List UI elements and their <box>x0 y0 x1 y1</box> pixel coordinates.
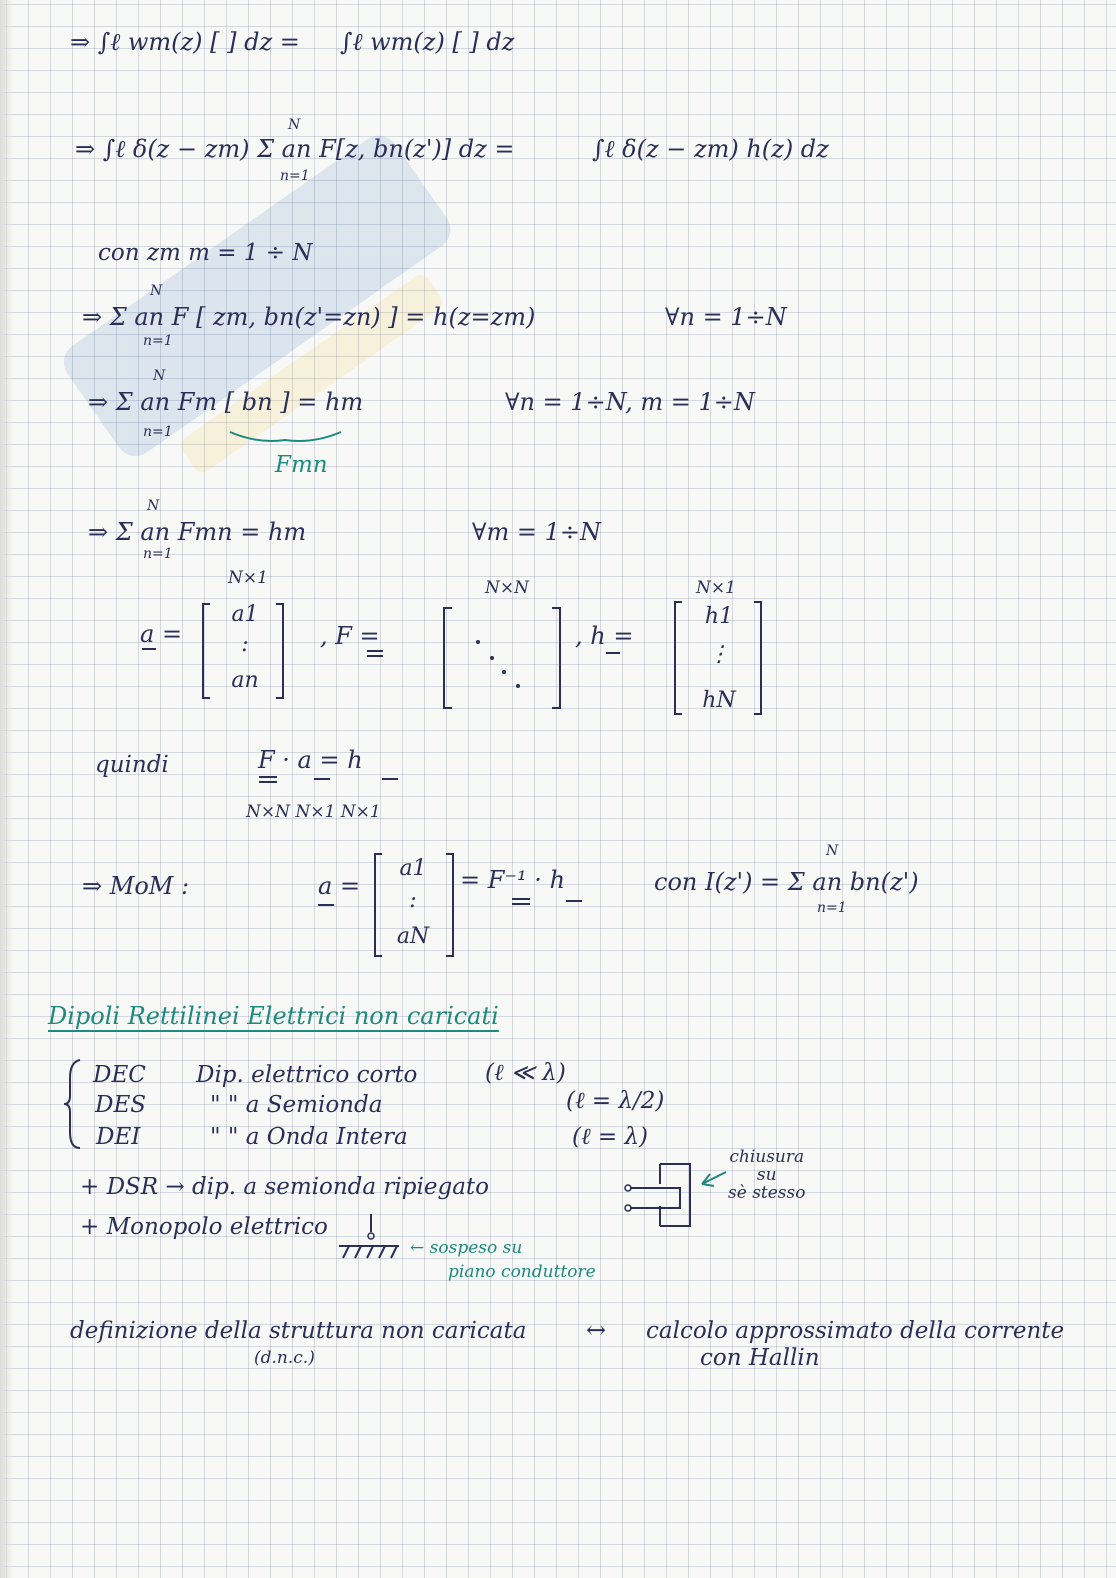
a-cell-2: : <box>241 632 249 657</box>
h-cell-1: h1 <box>704 604 734 629</box>
dipole-code-2: DES <box>95 1092 146 1118</box>
piano-note: piano conduttore <box>448 1262 596 1282</box>
dipole-desc-1: Dip. elettrico corto <box>196 1062 418 1088</box>
dipole-list-brace <box>62 1058 86 1150</box>
definition-right-2: con Hallin <box>700 1345 820 1371</box>
sum-upper-limit-6: N <box>147 498 160 514</box>
page-edge-shadow <box>0 0 14 1578</box>
sum-lower-limit: n=1 <box>280 168 310 184</box>
mom-current-expression: con I(z') = Σ an bn(z') <box>654 868 919 896</box>
equation-line-5-left: ⇒ Σ an Fm [ bn ] = hm <box>88 388 364 416</box>
F-matrix-brackets <box>440 606 570 714</box>
a-underline-2 <box>314 778 330 780</box>
sum-lower-limit-6: n=1 <box>143 546 173 562</box>
F-matrix-label: , F = <box>320 622 380 650</box>
mom-a-underline <box>318 904 334 906</box>
chiusura-arrow <box>696 1168 730 1190</box>
underbrace-label: Fmn <box>275 452 328 478</box>
h-cell-2: ⋮ <box>708 642 730 667</box>
h-dimension: N×1 <box>696 578 736 598</box>
sum-lower-limit-5: n=1 <box>143 424 173 440</box>
a-dimension: N×1 <box>228 568 268 588</box>
underbrace <box>228 428 343 448</box>
dipole-cond-1: (ℓ ≪ λ) <box>485 1060 566 1086</box>
a-underline <box>142 648 156 650</box>
quindi-equation: F · a = h <box>258 746 363 774</box>
mom-h-underline <box>566 900 582 902</box>
a-cell-3: an <box>231 668 259 693</box>
section-heading: Dipoli Rettilinei Elettrici non caricati <box>48 1002 499 1030</box>
quindi-dimensions: N×N N×1 N×1 <box>246 802 381 822</box>
dipole-desc-2: " " a Semionda <box>210 1092 383 1118</box>
equation-line-1-left: ⇒ ∫ℓ wm(z) [ ] dz = <box>70 28 300 56</box>
mom-cell-2: : <box>409 888 417 913</box>
dsr-line: + DSR → dip. a semionda ripiegato <box>80 1174 489 1200</box>
definition-left: definizione della struttura non caricata <box>70 1318 527 1344</box>
mom-rhs: = F⁻¹ · h <box>460 866 566 894</box>
a-cell-1: a1 <box>231 602 259 627</box>
equation-line-6-right: ∀m = 1÷N <box>472 518 601 546</box>
condition-line: con zm m = 1 ÷ N <box>98 240 313 266</box>
equation-line-2-right: ∫ℓ δ(z − zm) h(z) dz <box>592 135 829 163</box>
equation-line-6-left: ⇒ Σ an Fmn = hm <box>88 518 307 546</box>
dipole-desc-3: " " a Onda Intera <box>210 1124 408 1150</box>
equation-line-5-right: ∀n = 1÷N, m = 1÷N <box>505 388 755 416</box>
sum-upper-limit-4: N <box>150 283 163 299</box>
mom-label: ⇒ MoM : <box>82 872 190 900</box>
definition-abbrev: (d.n.c.) <box>254 1348 315 1368</box>
sum-upper-limit: N <box>288 117 301 133</box>
h-underline <box>606 652 620 654</box>
dipole-code-1: DEC <box>93 1062 146 1088</box>
F-double-underline-2 <box>259 776 277 783</box>
mom-a-label: a = <box>318 872 361 900</box>
sum-lower-limit-4: n=1 <box>143 333 173 349</box>
h-underline-2 <box>382 778 398 780</box>
chiusura-note: chiusura su sè stesso <box>728 1147 806 1203</box>
mom-cell-1: a1 <box>399 856 427 881</box>
sum-upper-limit-5: N <box>153 368 166 384</box>
watermark-logo <box>20 60 500 540</box>
mom-sum-lower: n=1 <box>817 900 847 916</box>
definition-arrow: ↔ <box>586 1316 607 1344</box>
F-double-underline <box>367 650 383 657</box>
sospeso-note: ← sospeso su <box>410 1238 523 1258</box>
dipole-cond-3: (ℓ = λ) <box>572 1124 648 1150</box>
quindi-word: quindi <box>95 752 169 778</box>
h-vector-label: , h = <box>575 622 634 650</box>
mom-sum-upper: N <box>826 843 839 859</box>
definition-right: calcolo approssimato della corrente <box>646 1318 1065 1344</box>
mom-F-underline <box>512 898 530 905</box>
a-vector-label: a = <box>140 620 183 648</box>
F-dimension: N×N <box>485 578 529 598</box>
equation-line-2-left: ⇒ ∫ℓ δ(z − zm) Σ an F[z, bn(z')] dz = <box>75 135 515 163</box>
equation-line-4-left: ⇒ Σ an F [ zm, bn(z'=zn) ] = h(z=zm) <box>82 303 536 331</box>
equation-line-4-right: ∀n = 1÷N <box>665 303 787 331</box>
monopole-sketch <box>335 1210 405 1266</box>
mom-cell-3: aN <box>396 924 430 949</box>
equation-line-1-right: ∫ℓ wm(z) [ ] dz <box>340 28 515 56</box>
dipole-code-3: DEI <box>96 1124 141 1150</box>
monopolo-line: + Monopolo elettrico <box>80 1214 328 1240</box>
h-cell-3: hN <box>702 688 736 713</box>
dipole-cond-2: (ℓ = λ/2) <box>566 1088 665 1114</box>
